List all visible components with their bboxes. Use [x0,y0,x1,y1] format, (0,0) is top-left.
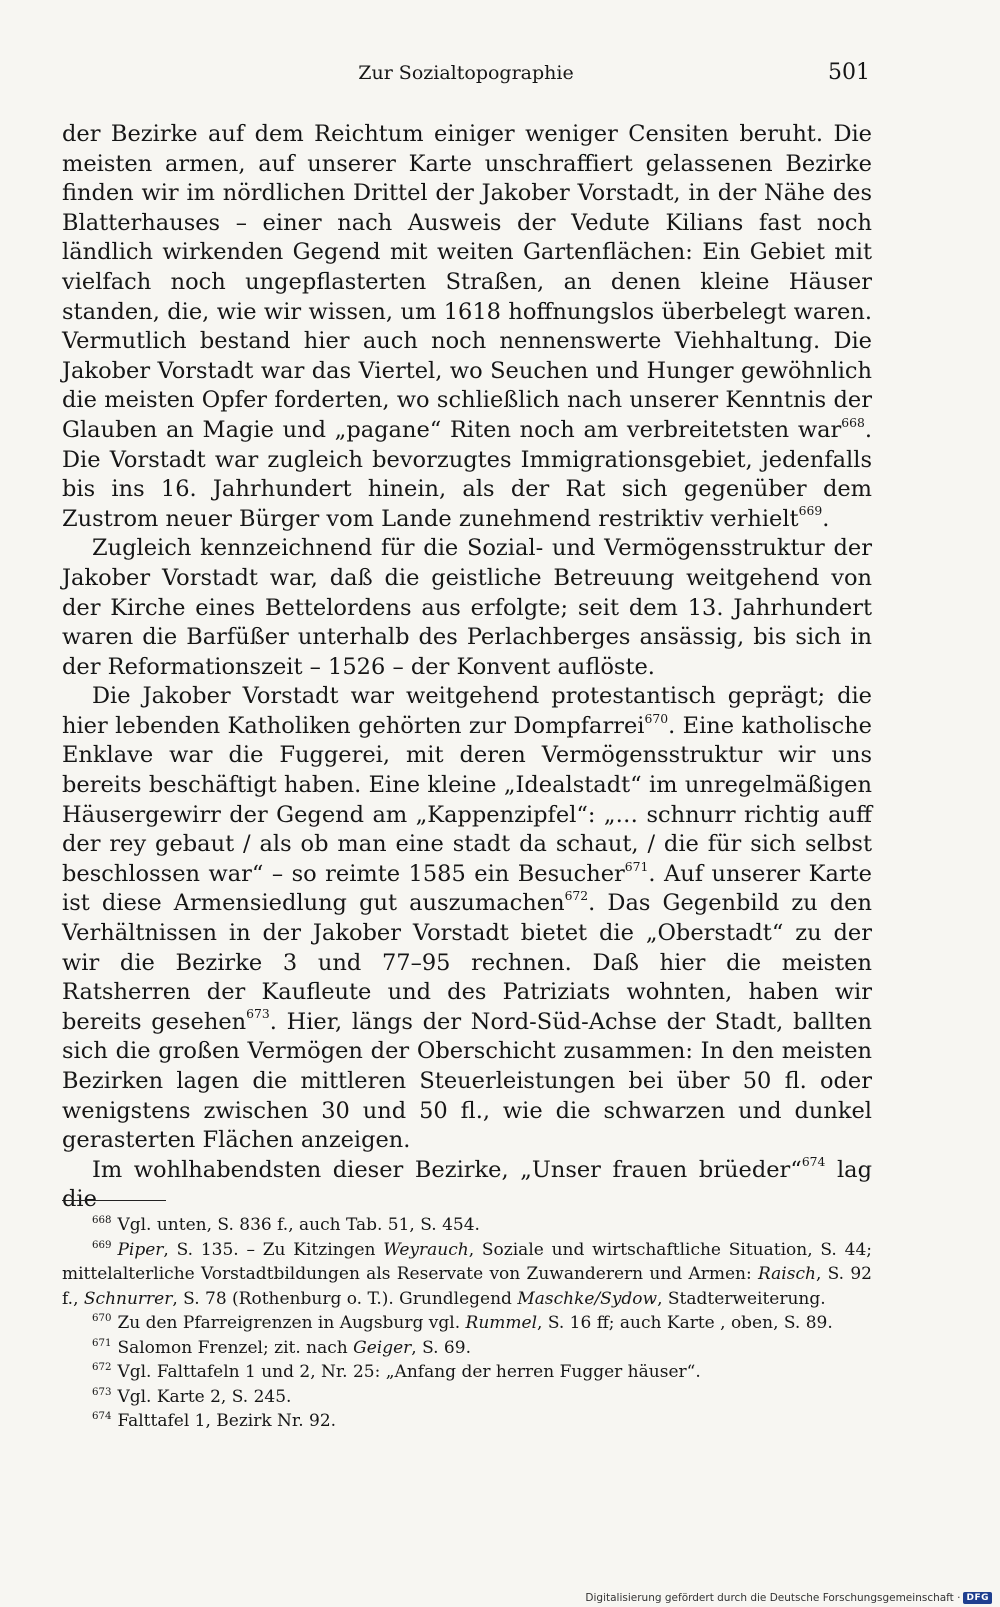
footnote-text: Falttafel 1, Bezirk Nr. 92. [117,1411,337,1431]
paragraph-text: . Die Vorstadt war zugleich bevorzugtes Immigrationsgebiet, jedenfalls bis ins 16. Jahrhundert hinein, als der Rat sich gegenüber dem Zustrom neuer Bürger vom Lande zunehmend restriktiv verhielt [62,416,872,532]
paragraph-text: . Eine katholische Enklave war die Fuggerei, mit deren Vermögensstruktur wir uns bereits beschäftigt haben. Eine kleine „Idealstadt“ im unregelmäßigen Häusergewirr der Gegend am „Kappenzipfel“: „… schnurr richtig auff der rey gebaut / als ob man eine stadt da schaut, / die für sich selbst beschlossen war“ – so reimte 1585 ein Besucher [62,712,872,887]
footnote-ref-673[interactable]: 673 [246,1007,270,1022]
footnote-ref-669[interactable]: 669 [798,504,823,519]
author-name: Weyrauch [383,1239,469,1260]
footnote-668 [62,1213,872,1238]
footnote-mark: 672 [92,1362,112,1374]
credit-text: Digitalisierung gefördert durch die Deutsche Forschungsgemeinschaft · [585,1592,961,1604]
footnote-mark: 673 [92,1386,112,1398]
footnote-ref-670[interactable]: 670 [644,711,669,726]
paragraph-text: . Auf unserer Karte ist diese Armensiedlung gut auszumachen [62,860,872,917]
paragraph-text: Die Jakober Vorstadt war weitgehend protestantisch geprägt; die hier lebenden Katholiken gehörten zur Dompfarrei [62,683,872,739]
page-header [62,62,870,92]
dfg-logo-icon: DFG [963,1592,992,1604]
footnote-673 [62,1385,872,1410]
footnote-text: , S. 92 f., [62,1264,872,1309]
footnote-669 [62,1238,872,1312]
paragraph-text: . [822,505,830,532]
paragraph-3 [62,682,872,1156]
paragraph-text: lag die [62,1156,872,1213]
digitization-credit [585,1592,992,1604]
paragraph-1 [62,120,872,534]
footnote-text: Vgl. Karte 2, S. 245. [117,1386,292,1407]
footnote-ref-672[interactable]: 672 [564,889,589,904]
footnote-text: , S. 135. – Zu Kitzingen [163,1239,384,1260]
footnote-mark: 668 [92,1215,112,1227]
paragraph-text: Im wohlhabendsten dieser Bezirke, „Unser frauen brüeder“ [92,1156,802,1183]
author-name: Geiger [353,1337,412,1358]
footnote-ref-671[interactable]: 671 [624,859,649,874]
footnotes [62,1213,872,1434]
footnote-text: Vgl. unten, S. 836 f., auch Tab. 51, S. 454. [117,1215,480,1235]
author-name: Raisch [757,1264,816,1284]
footnote-separator [62,1200,166,1201]
footnote-ref-668[interactable]: 668 [841,415,865,430]
footnote-text: , Soziale und wirtschaftliche Situation, S. 44; mittelalterliche Vorstadtbildungen als Reservate von Zuwanderern und Armen: [62,1239,872,1284]
footnote-670 [62,1311,872,1336]
footnote-mark: 669 [92,1239,112,1251]
running-title: Zur Sozialtopographie [358,62,574,84]
paragraph-2 [62,534,872,682]
author-name: Piper [117,1239,164,1260]
body-text [62,120,872,1215]
author-name: Maschke/Sydow [517,1288,658,1309]
page-number: 501 [828,60,870,85]
footnote-text: Salomon Frenzel; zit. nach [117,1337,354,1358]
paragraph-4 [62,1156,872,1215]
paragraph-text: . Hier, längs der Nord-Süd-Achse der Stadt, ballten sich die großen Vermögen der Oberschicht zusammen: In den meisten Bezirken lagen die mittleren Steuerleistungen bei über 50 fl. oder wenigstens zwischen 30 und 50 fl., wie die schwarzen und dunkel gerasterten Flächen anzeigen. [62,1008,872,1154]
footnote-674 [62,1409,872,1434]
footnote-text: Vgl. Falttafeln 1 und 2, Nr. 25: „Anfang der herren Fugger häuser“. [117,1362,701,1382]
paragraph-text: . Das Gegenbild zu den Verhältnissen in der Jakober Vorstadt bietet die „Oberstadt“ zu der wir die Bezirke 3 und 77–95 rechnen. Daß hier die meisten Ratsherren der Kaufleute und des Patriziats wohnten, haben wir bereits gesehen [62,890,872,1035]
footnote-text: , S. 16 ff; auch Karte , oben, S. 89. [537,1313,833,1333]
footnote-text: , S. 78 (Rothenburg o. T.). Grundlegend [172,1288,518,1309]
author-name: Schnurrer [83,1288,173,1309]
footnote-text: , S. 69. [411,1337,471,1358]
footnote-mark: 674 [92,1411,112,1423]
footnote-671 [62,1336,872,1361]
paragraph-text: Zugleich kennzeichnend für die Sozial- und Vermögensstruktur der Jakober Vorstadt war, daß die geistliche Betreuung weitgehend von der Kirche eines Bettelordens aus erfolgte; seit dem 13. Jahrhundert waren die Barfüßer unterhalb des Perlachberges ansässig, bis sich in der Reformationszeit – 1526 – der Konvent auflöste. [62,535,872,680]
footnote-text: , Stadterweiterung. [657,1288,826,1309]
footnote-mark: 671 [92,1337,112,1349]
footnote-672 [62,1360,872,1385]
paragraph-text: der Bezirke auf dem Reichtum einiger weniger Censiten beruht. Die meisten armen, auf unserer Karte unschraffiert gelassenen Bezirke finden wir im nördlichen Drittel der Jakober Vorstadt, in der Nähe des Blatterhauses – einer nach Ausweis der Vedute Kilians fast noch ländlich wirkenden Gegend mit weiten Gartenflächen: Ein Gebiet mit vielfach noch ungepflasterten Straßen, an denen kleine Häuser standen, die, wie wir wissen, um 1618 hoffnungslos überbelegt waren. Vermutlich bestand hier auch noch nennenswerte Viehhaltung. Die Jakober Vorstadt war das Viertel, wo Seuchen und Hunger gewöhnlich die meisten Opfer forderten, wo schließlich nach unserer Kenntnis der Glauben an Magie und „pagane“ Riten noch am verbreitetsten war [62,121,872,443]
footnote-text: Zu den Pfarreigrenzen in Augsburg vgl. [117,1313,466,1333]
author-name: Rummel [465,1313,538,1333]
footnote-ref-674[interactable]: 674 [801,1155,826,1170]
footnote-mark: 670 [92,1313,112,1325]
